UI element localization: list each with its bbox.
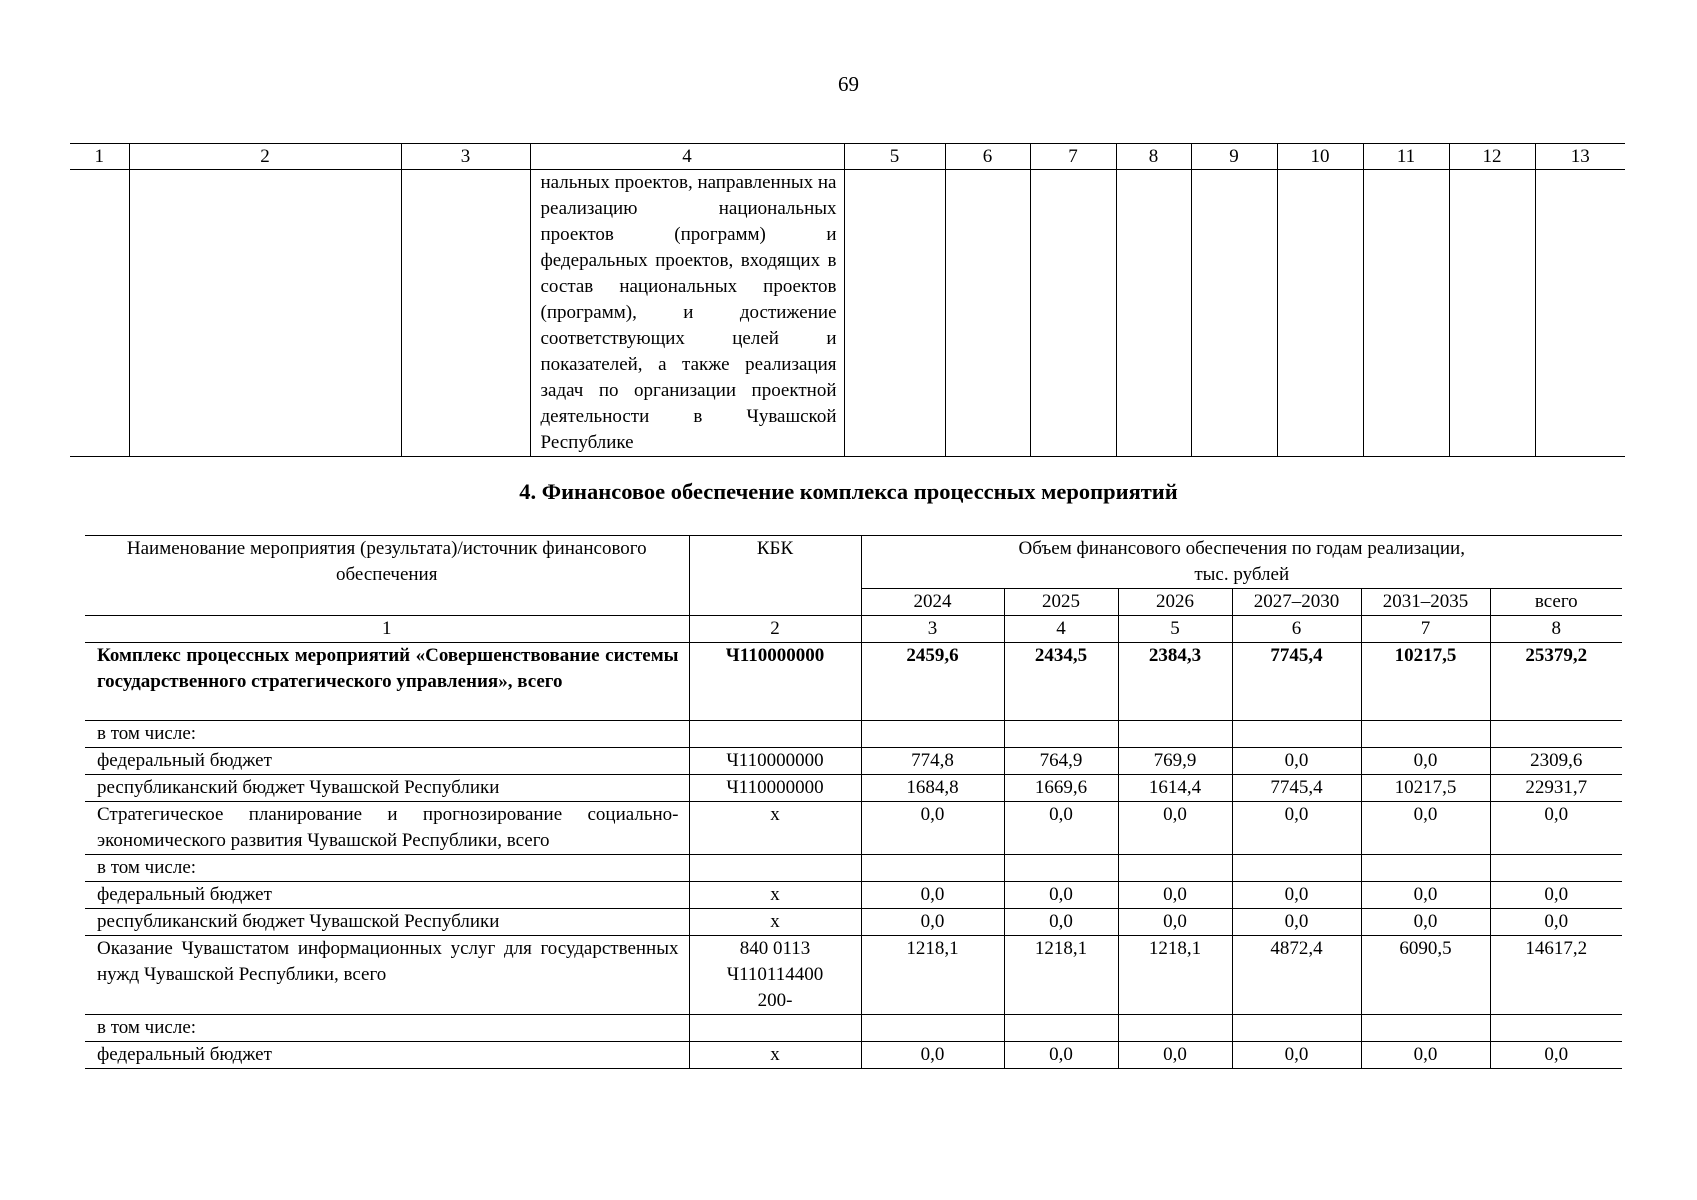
row-value: 2384,3: [1118, 643, 1232, 721]
row-value: 0,0: [1004, 1042, 1118, 1069]
table-cell: [70, 170, 129, 457]
row-value: 0,0: [1004, 909, 1118, 936]
row-value: [1232, 1015, 1361, 1042]
row-value: [1118, 721, 1232, 748]
table-cell: [1191, 170, 1277, 457]
volume-header: Объем финансового обеспечения по годам реализации, тыс. рублей: [861, 536, 1622, 589]
row-value: 10217,5: [1361, 775, 1490, 802]
row-value: [861, 1015, 1004, 1042]
column-number: 8: [1116, 144, 1191, 170]
column-number-row: [70, 144, 1625, 170]
row-value: 0,0: [1490, 882, 1622, 909]
header-row: [85, 536, 1622, 589]
table-row: [85, 802, 1622, 855]
table-row: [85, 909, 1622, 936]
row-value: [1004, 855, 1118, 882]
row-value: [1361, 1015, 1490, 1042]
row-value: [1118, 855, 1232, 882]
row-value: 2434,5: [1004, 643, 1118, 721]
kbk-header: КБК: [689, 536, 861, 616]
row-value: 0,0: [1361, 882, 1490, 909]
name-header: Наименование мероприятия (результата)/источник финансового обеспечения: [85, 536, 689, 616]
continuation-table: [70, 143, 1625, 457]
row-value: [1232, 855, 1361, 882]
column-number: 6: [1232, 616, 1361, 643]
row-value: 0,0: [861, 802, 1004, 855]
row-kbk: Ч110000000: [689, 748, 861, 775]
table-cell: [1363, 170, 1449, 457]
row-value: 6090,5: [1361, 936, 1490, 1015]
column-number: 5: [844, 144, 945, 170]
row-value: 0,0: [1490, 909, 1622, 936]
row-value: [1004, 721, 1118, 748]
row-value: [1490, 855, 1622, 882]
row-value: 2309,6: [1490, 748, 1622, 775]
table-cell: [401, 170, 530, 457]
page-number: 69: [838, 72, 859, 96]
column-number: 7: [1361, 616, 1490, 643]
finance-table-body: [85, 643, 1622, 1069]
row-value: 10217,5: [1361, 643, 1490, 721]
finance-table: [85, 535, 1622, 1069]
row-value: 1218,1: [1004, 936, 1118, 1015]
column-number: 5: [1118, 616, 1232, 643]
table-cell: [1116, 170, 1191, 457]
column-number: 11: [1363, 144, 1449, 170]
row-value: 0,0: [1490, 1042, 1622, 1069]
table-row: [85, 748, 1622, 775]
table-row: [85, 775, 1622, 802]
table-cell: [945, 170, 1030, 457]
row-value: 0,0: [861, 1042, 1004, 1069]
table-cell: [129, 170, 401, 457]
table-row: [85, 721, 1622, 748]
table-cell: [1449, 170, 1535, 457]
column-number: 7: [1030, 144, 1116, 170]
year-header: 2024: [861, 589, 1004, 616]
row-value: [1232, 721, 1361, 748]
row-value: 22931,7: [1490, 775, 1622, 802]
row-value: 0,0: [1232, 909, 1361, 936]
row-name: Комплекс процессных мероприятий «Совершенствование системы государственного стратегического управления», всего: [85, 643, 689, 721]
row-value: 14617,2: [1490, 936, 1622, 1015]
row-kbk: х: [689, 802, 861, 855]
column-number: 3: [861, 616, 1004, 643]
column-number: 13: [1535, 144, 1625, 170]
row-kbk: х: [689, 1042, 861, 1069]
row-value: 0,0: [861, 882, 1004, 909]
column-number: 6: [945, 144, 1030, 170]
column-number: 3: [401, 144, 530, 170]
continued-description: нальных проектов, направленных на реализацию национальных проектов (программ) и федеральных проектов, входящих в состав национальных проектов (программ), и достижение соответствующих целей и показателей, а также реализация задач по организации проектной деятельности в Чувашской Республике: [530, 170, 844, 457]
row-value: 769,9: [1118, 748, 1232, 775]
table-row: [85, 1015, 1622, 1042]
section-title: 4. Финансовое обеспечение комплекса процессных мероприятий: [519, 479, 1178, 504]
column-number: 1: [70, 144, 129, 170]
year-header: 2031–2035: [1361, 589, 1490, 616]
row-name: Оказание Чувашстатом информационных услуг для государственных нужд Чувашской Республики, всего: [85, 936, 689, 1015]
row-value: 0,0: [1118, 909, 1232, 936]
row-kbk: [689, 721, 861, 748]
table-cell: [1277, 170, 1363, 457]
row-value: 1218,1: [861, 936, 1004, 1015]
row-value: 774,8: [861, 748, 1004, 775]
table-row: [85, 643, 1622, 721]
row-value: 0,0: [1118, 802, 1232, 855]
table-cell: [844, 170, 945, 457]
row-name: федеральный бюджет: [85, 882, 689, 909]
row-name: федеральный бюджет: [85, 1042, 689, 1069]
row-value: [1490, 1015, 1622, 1042]
row-name: в том числе:: [85, 1015, 689, 1042]
row-name: республиканский бюджет Чувашской Республики: [85, 909, 689, 936]
year-header: 2025: [1004, 589, 1118, 616]
row-value: 4872,4: [1232, 936, 1361, 1015]
row-value: 1614,4: [1118, 775, 1232, 802]
row-value: 0,0: [1232, 882, 1361, 909]
row-value: 0,0: [1361, 1042, 1490, 1069]
row-name: республиканский бюджет Чувашской Республики: [85, 775, 689, 802]
row-value: 1669,6: [1004, 775, 1118, 802]
row-kbk: [689, 855, 861, 882]
row-value: [1490, 721, 1622, 748]
column-number: 8: [1490, 616, 1622, 643]
row-kbk: Ч110000000: [689, 643, 861, 721]
row-value: 0,0: [1232, 802, 1361, 855]
row-name: Стратегическое планирование и прогнозирование социально-экономического развития Чувашской Республики, всего: [85, 802, 689, 855]
table-cell: [1030, 170, 1116, 457]
row-value: 7745,4: [1232, 643, 1361, 721]
row-value: 2459,6: [861, 643, 1004, 721]
row-value: 0,0: [1232, 1042, 1361, 1069]
column-number: 12: [1449, 144, 1535, 170]
year-header: 2027–2030: [1232, 589, 1361, 616]
table-cell: [1535, 170, 1625, 457]
row-value: [1361, 855, 1490, 882]
row-value: [861, 855, 1004, 882]
column-number: 4: [1004, 616, 1118, 643]
year-header: всего: [1490, 589, 1622, 616]
table-row: [85, 882, 1622, 909]
row-value: 1684,8: [861, 775, 1004, 802]
column-number: 2: [129, 144, 401, 170]
row-value: 0,0: [861, 909, 1004, 936]
column-number-row: [85, 616, 1622, 643]
row-value: 0,0: [1490, 802, 1622, 855]
row-kbk: Ч110000000: [689, 775, 861, 802]
column-number: 10: [1277, 144, 1363, 170]
row-value: [1118, 1015, 1232, 1042]
table-row: [85, 936, 1622, 1015]
column-number: 1: [85, 616, 689, 643]
row-value: 0,0: [1004, 802, 1118, 855]
row-kbk: [689, 1015, 861, 1042]
column-number: 9: [1191, 144, 1277, 170]
row-name: в том числе:: [85, 721, 689, 748]
row-value: 25379,2: [1490, 643, 1622, 721]
row-name: в том числе:: [85, 855, 689, 882]
row-value: 0,0: [1232, 748, 1361, 775]
row-value: 0,0: [1361, 748, 1490, 775]
row-kbk: х: [689, 882, 861, 909]
row-value: [1361, 721, 1490, 748]
row-value: 0,0: [1118, 1042, 1232, 1069]
table-row: [85, 855, 1622, 882]
row-value: 0,0: [1361, 802, 1490, 855]
row-value: 0,0: [1361, 909, 1490, 936]
row-value: 0,0: [1004, 882, 1118, 909]
row-value: 0,0: [1118, 882, 1232, 909]
row-value: 7745,4: [1232, 775, 1361, 802]
row-value: [1004, 1015, 1118, 1042]
table-row: [85, 1042, 1622, 1069]
column-number: 4: [530, 144, 844, 170]
row-name: федеральный бюджет: [85, 748, 689, 775]
continuation-row: [70, 170, 1625, 457]
row-kbk: х: [689, 909, 861, 936]
row-value: [861, 721, 1004, 748]
row-value: 764,9: [1004, 748, 1118, 775]
row-kbk: 840 0113 Ч110114400 200-: [689, 936, 861, 1015]
row-value: 1218,1: [1118, 936, 1232, 1015]
column-number: 2: [689, 616, 861, 643]
year-header: 2026: [1118, 589, 1232, 616]
